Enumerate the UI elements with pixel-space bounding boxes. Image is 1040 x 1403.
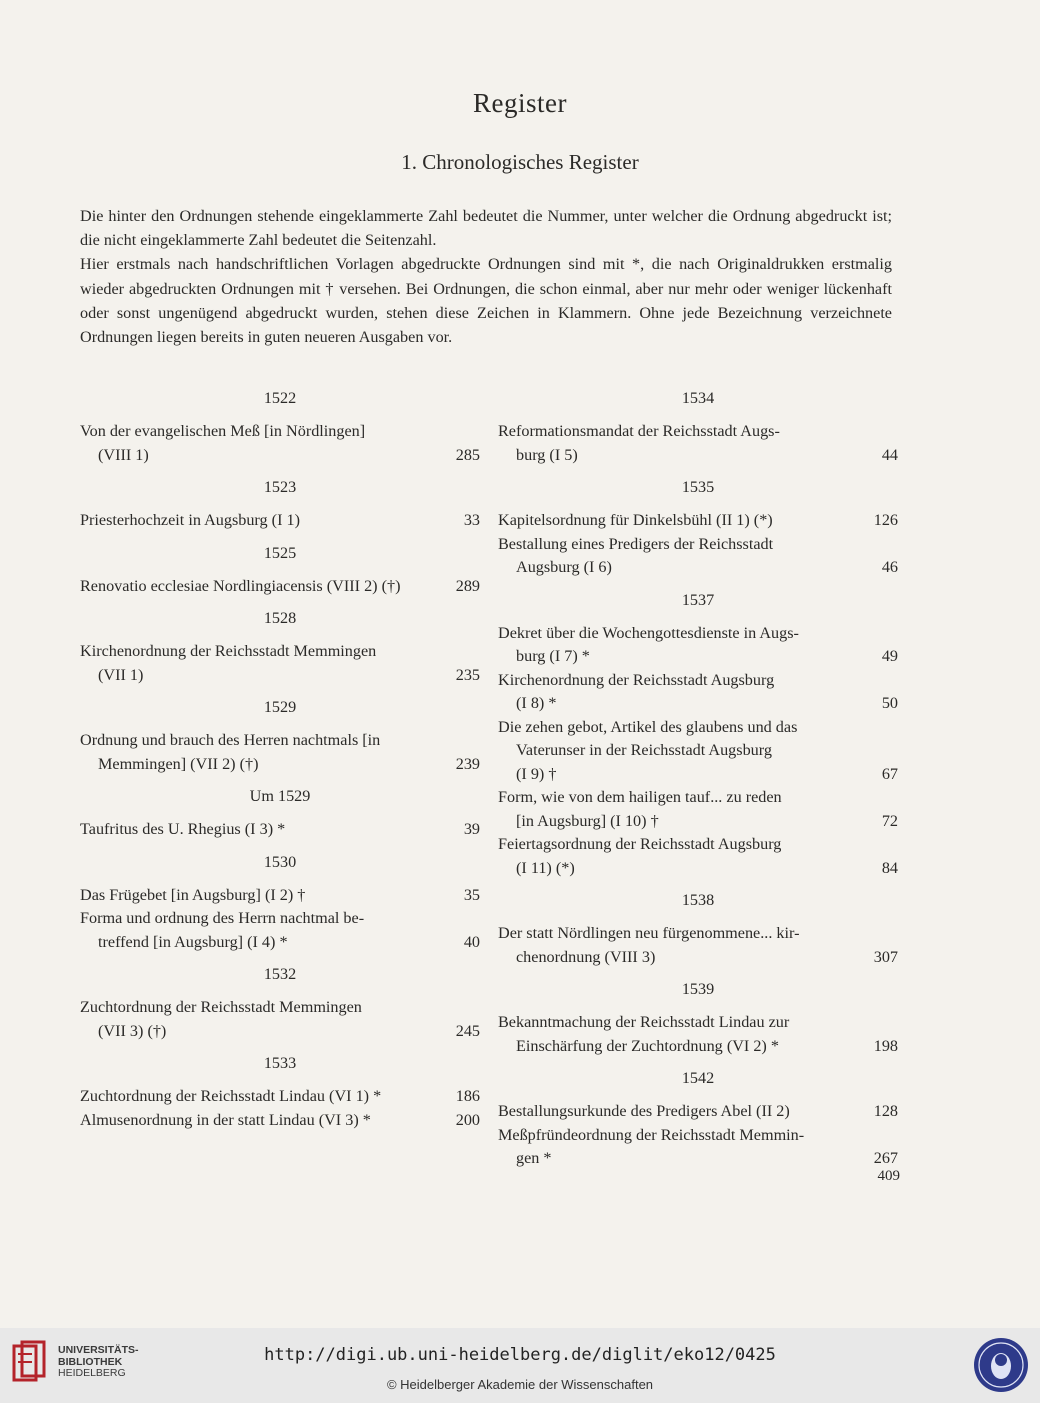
entry-text: Augsburg (I 6) <box>516 558 612 576</box>
page-title: Register <box>473 88 567 118</box>
year-heading: 1537 <box>681 590 715 609</box>
permalink-url[interactable]: http://digi.ub.uni-heidelberg.de/diglit/eko12/0425 <box>264 1345 776 1365</box>
register-column-right <box>498 378 898 1171</box>
register-entry <box>80 996 480 1043</box>
entry-text: [in Augsburg] (I 10) † <box>516 811 659 830</box>
page-number: 239 <box>455 754 480 773</box>
register-column-left <box>80 378 480 1132</box>
page-number: 72 <box>881 811 898 830</box>
entry-text: Bekanntmachung der Reichsstadt Lindau zur <box>498 1013 790 1031</box>
entry-text: burg (I 7) * <box>516 647 590 665</box>
entry-text: Priesterhochzeit in Augsburg (I 1) <box>80 511 300 529</box>
library-name-line: BIBLIOTHEK <box>58 1355 123 1368</box>
register-entry <box>498 922 898 969</box>
page-number: 245 <box>455 1021 480 1040</box>
library-name-line: HEIDELBERG <box>58 1367 126 1379</box>
library-name-line: UNIVERSITÄTS- <box>58 1344 139 1356</box>
year-heading: 1525 <box>263 543 297 562</box>
entry-text: (VII 1) <box>98 665 144 684</box>
year-heading: 1533 <box>263 1054 297 1072</box>
entry-text: Bestallung eines Predigers der Reichsstadt <box>498 534 774 553</box>
academy-seal-icon[interactable] <box>974 1338 1028 1392</box>
register-entry <box>498 533 898 580</box>
entry-text: Der statt Nördlingen neu fürgenommene... kir- <box>498 924 800 942</box>
entry-text: (I 8) * <box>516 694 557 712</box>
register-entry <box>80 420 480 467</box>
register-entry <box>498 669 898 716</box>
year-heading: 1535 <box>681 478 715 496</box>
intro-paragraph-2: Hier erstmals nach handschriftlichen Vorlagen abgedruckte Ordnungen sind mit *, die nach Originaldrukken erstmalig wieder abgedruckten Ordnungen mit † versehen. Bei Ordnungen, die schon einmal, aber nur mehr oder weniger lückenhaft oder sonst ungenügend abgedruckt wurden, stehen diese Zeichen in Klammern. Ohne jede Bezeichnung verzeichnete Ordnungen liegen bereits in guten neueren Ausgaben vor. <box>80 255 892 347</box>
register-entry <box>80 1109 480 1133</box>
register-entry <box>498 716 898 787</box>
entry-text: Das Frügebet [in Augsburg] (I 2) † <box>80 885 306 904</box>
entry-text: chenordnung (VIII 3) <box>516 947 656 966</box>
entry-text: Forma und ordnung des Herrn nachtmal be- <box>80 909 365 927</box>
section-title: 1. Chronologisches Register <box>401 150 639 174</box>
register-entry <box>498 786 898 833</box>
year-heading: 1529 <box>263 698 297 716</box>
entry-text: Renovatio ecclesiae Nordlingiacensis (VIII 2) (†) <box>80 576 401 595</box>
year-heading: 1532 <box>263 965 297 983</box>
intro-paragraph-1: Die hinter den Ordnungen stehende eingeklammerte Zahl bedeutet die Nummer, unter welcher die Ordnung abgedruckt ist; die nicht eingeklammerte Zahl bedeutet die Seitenzahl. <box>80 207 892 250</box>
register-entry <box>80 509 480 533</box>
page-number: 67 <box>881 764 898 783</box>
entry-text: Memmingen] (VII 2) (†) <box>98 754 259 773</box>
year-heading: 1530 <box>263 852 297 871</box>
page-number: 39 <box>463 820 480 838</box>
entry-text: Zuchtordnung der Reichsstadt Lindau (VI 1) * <box>80 1087 382 1105</box>
entry-text: (I 11) (*) <box>516 858 575 877</box>
register-entry <box>498 833 898 880</box>
folio-number: 409 <box>877 1168 900 1184</box>
year-heading: 1528 <box>263 609 297 627</box>
entry-text: (VII 3) (†) <box>98 1021 167 1040</box>
year-heading: Um 1529 <box>249 787 311 805</box>
page-number: 289 <box>455 576 480 595</box>
page-number: 126 <box>873 511 898 529</box>
page-number: 267 <box>873 1149 898 1167</box>
entry-text: Taufritus des U. Rhegius (I 3) * <box>80 820 286 838</box>
entry-text: gen * <box>516 1149 552 1167</box>
page-number: 186 <box>455 1087 480 1105</box>
entry-text: (I 9) † <box>516 764 557 783</box>
entry-text: Zuchtordnung der Reichsstadt Memmingen <box>80 998 362 1016</box>
entry-text: Bestallungsurkunde des Predigers Abel (II 2) <box>498 1102 790 1120</box>
page-number: 200 <box>455 1110 480 1129</box>
register-entry <box>498 1011 898 1058</box>
page-number: 40 <box>463 932 480 951</box>
viewer-footer <box>0 1328 1040 1403</box>
page-number: 235 <box>455 665 480 684</box>
page-number: 198 <box>873 1036 898 1055</box>
entry-text: Von der evangelischen Meß [in Nördlingen] <box>80 422 366 440</box>
register-entry <box>80 640 480 687</box>
page-number: 33 <box>463 511 480 529</box>
year-heading: 1522 <box>263 389 297 407</box>
register-entry <box>80 1085 480 1109</box>
entry-text: Kirchenordnung der Reichsstadt Memmingen <box>80 642 377 660</box>
entry-text: Kirchenordnung der Reichsstadt Augsburg <box>498 670 775 689</box>
page-number: 46 <box>881 558 898 576</box>
entry-text: Ordnung und brauch des Herren nachtmals [in <box>80 731 381 749</box>
entry-text: Almusenordnung in der statt Lindau (VI 3) * <box>80 1110 371 1129</box>
intro-text <box>80 204 892 349</box>
entry-text: Form, wie von dem hailigen tauf... zu reden <box>498 788 782 806</box>
page-number: 50 <box>881 694 898 712</box>
page-number: 44 <box>881 445 898 464</box>
register-entry <box>498 1100 898 1124</box>
entry-text: Meßpfründeordnung der Reichsstadt Memmin- <box>498 1125 805 1144</box>
entry-text: Reformationsmandat der Reichsstadt Augs- <box>498 422 780 440</box>
register-entry <box>80 907 480 954</box>
year-heading: 1534 <box>681 389 715 407</box>
year-heading: 1539 <box>681 980 715 998</box>
register-entry <box>498 622 898 669</box>
page-number: 35 <box>463 885 480 904</box>
page-number: 49 <box>881 647 898 665</box>
year-heading: 1523 <box>263 478 297 496</box>
entry-text: Dekret über die Wochengottesdienste in Augs- <box>498 623 799 642</box>
year-heading: 1542 <box>681 1069 715 1087</box>
register-entry <box>498 509 898 533</box>
entry-text: Einschärfung der Zuchtordnung (VI 2) * <box>516 1036 779 1055</box>
page-number: 285 <box>455 445 480 464</box>
register-entry <box>498 420 898 467</box>
register-entry <box>498 1124 898 1171</box>
entry-text: Feiertagsordnung der Reichsstadt Augsburg <box>498 835 782 853</box>
entry-text: Die zehen gebot, Artikel des glaubens und das <box>498 717 798 736</box>
entry-text: Vaterunser in der Reichsstadt Augsburg <box>516 741 772 759</box>
register-entry <box>80 818 480 842</box>
entry-text: treffend [in Augsburg] (I 4) * <box>98 932 288 951</box>
copyright-notice: © Heidelberger Akademie der Wissenschaften <box>386 1377 654 1392</box>
register-entry <box>80 884 480 908</box>
page-number: 84 <box>881 858 898 877</box>
entry-text: (VIII 1) <box>98 445 149 464</box>
register-entry <box>80 575 480 599</box>
register-entry <box>80 729 480 776</box>
entry-text: burg (I 5) <box>516 445 578 464</box>
page-number: 128 <box>873 1102 898 1120</box>
page-number: 307 <box>873 947 898 966</box>
entry-text: Kapitelsordnung für Dinkelsbühl (II 1) (*) <box>498 511 773 529</box>
year-heading: 1538 <box>681 891 715 909</box>
